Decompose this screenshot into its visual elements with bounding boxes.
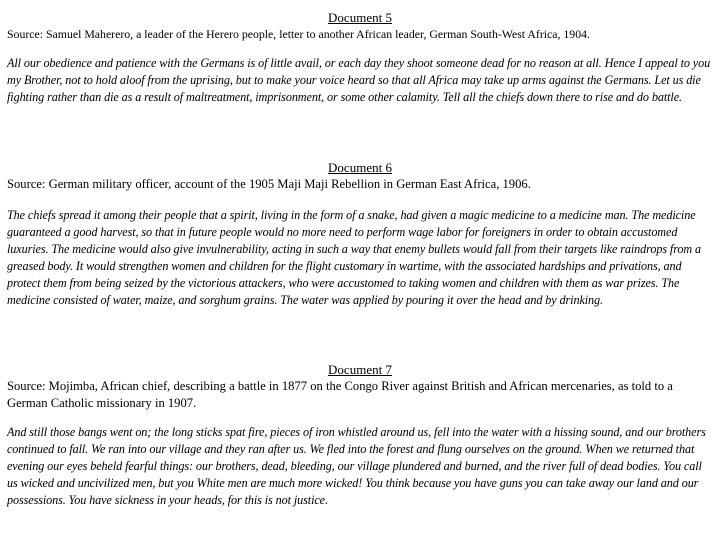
document-title: Document 6	[328, 160, 392, 175]
document-6-section	[7, 160, 713, 309]
document-5-section	[7, 10, 713, 106]
document-quote: The chiefs spread it among their people that a spirit, living in the form of a snake, had given a magic medicine to a medicine man. The medicine guaranteed a good harvest, so that in future people would no more need to perform wage labor for foreigners in order to obtain accustomed luxuries. The medicine would also give invulnerability, acting in such a way that enemy bullets would fall from their targets like raindrops from a greased body. It would strengthen women and children for the flight customary in wartime, with the associated hardships and privations, and protect them from being seized by the victorious attackers, who were accustomed to taking women and children with them as war prizes. The medicine consisted of water, maize, and sorghum grains. The water was applied by pouring it over the head and by drinking.	[7, 208, 702, 307]
document-title: Document 7	[328, 362, 392, 377]
document-7-section	[7, 362, 713, 509]
document-source: Source: Mojimba, African chief, describing a battle in 1877 on the Congo River against British and African mercenaries, as told to a German Catholic missionary in 1907.	[7, 379, 673, 410]
document-page	[7, 0, 713, 507]
document-quote: All our obedience and patience with the Germans is of little avail, or each day they shoot someone dead for no reason at all. Hence I appeal to you my Brother, not to hold aloof from the uprising, but to make your voice heard so that all Africa may take up arms against the Germans. Let us die fighting rather than die as a result of maltreatment, imprisonment, or some other calamity. Tell all the chiefs down there to rise and do battle.	[7, 56, 711, 104]
document-source: Source: Samuel Maherero, a leader of the Herero people, letter to another African leader, German South-West Africa, 1904.	[7, 27, 590, 41]
document-title: Document 5	[328, 10, 392, 25]
document-source: Source: German military officer, account of the 1905 Maji Maji Rebellion in German East Africa, 1906.	[7, 177, 531, 191]
document-quote: And still those bangs went on; the long sticks spat fire, pieces of iron whistled around us, fell into the water with a hissing sound, and our brothers continued to fall. We ran into our village and they ran after us. We fled into the forest and flung ourselves on the ground. When we returned that evening our eyes beheld fearful things: our brothers, dead, bleeding, our village plundered and burned, and the river full of dead bodies. You call us wicked and uncivilized men, but you White men are much more wicked! You think because you have guns you can take away our land and our possessions. You have sickness in your heads, for this is not justice.	[7, 425, 706, 507]
